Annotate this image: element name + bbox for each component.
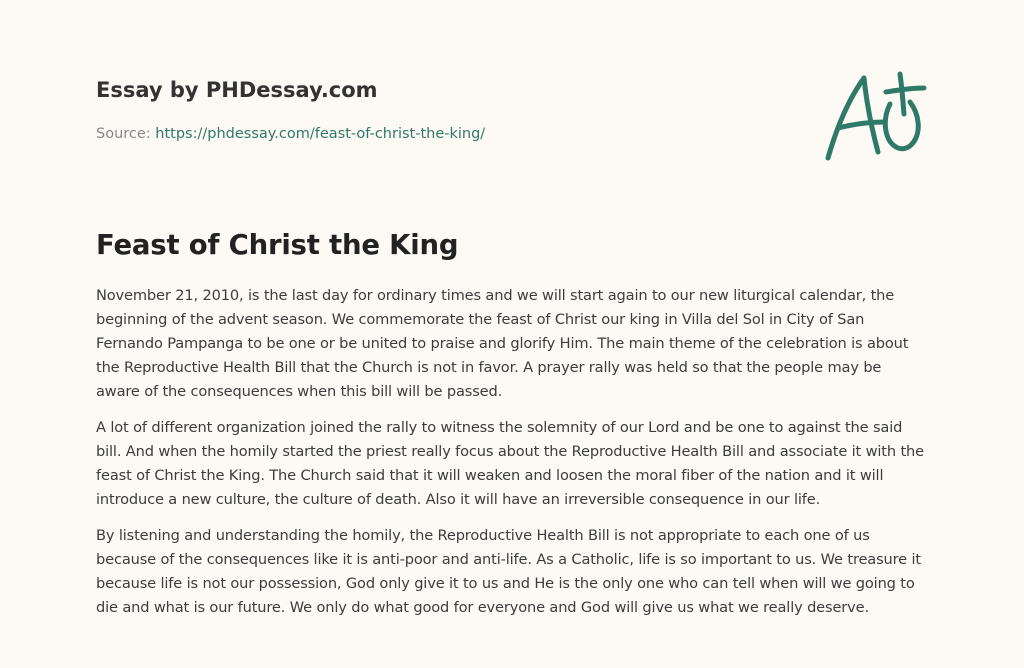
source-line: [96, 124, 716, 144]
essay-paragraph: A lot of different organization joined the rally to witness the solemnity of our Lord and be one to against the said bill. And when the homily started the priest really focus about the Reproductive Health Bill and associate it with the feast of Christ the King. The Church said that it will weaken and loosen the moral fiber of the nation and it will introduce a new culture, the culture of death. Also it will have an irreversible consequence in our life.: [96, 419, 924, 508]
essay-title: Feast of Christ the King: [96, 229, 459, 261]
site-title: Essay by PHDessay.com: [96, 78, 378, 102]
essay-paragraph: By listening and understanding the homily, the Reproductive Health Bill is not appropriate to each one of us because of the consequences like it is anti-poor and anti-life. As a Catholic, life is so important to us. We treasure it because life is not our possession, God only give it to us and He is the only one who can tell when will we going to die and what is our future. We only do what good for everyone and God will give us what we really deserve.: [96, 527, 921, 616]
a-plus-grade-icon: [820, 68, 930, 164]
source-label: Source:: [96, 126, 151, 142]
essay-paragraph: November 21, 2010, is the last day for ordinary times and we will start again to our new liturgical calendar, the beginning of the advent season. We commemorate the feast of Christ our king in Villa del Sol in City of San Fernando Pampanga to be one or be united to praise and glorify Him. The main theme of the celebration is about the Reproductive Health Bill that the Church is not in favor. A prayer rally was held so that the people may be aware of the consequences when this bill will be passed.: [96, 287, 909, 400]
source-link[interactable]: https://phdessay.com/feast-of-christ-the-king/: [155, 126, 486, 142]
essay-content: [96, 226, 928, 632]
page-header: [96, 76, 716, 144]
